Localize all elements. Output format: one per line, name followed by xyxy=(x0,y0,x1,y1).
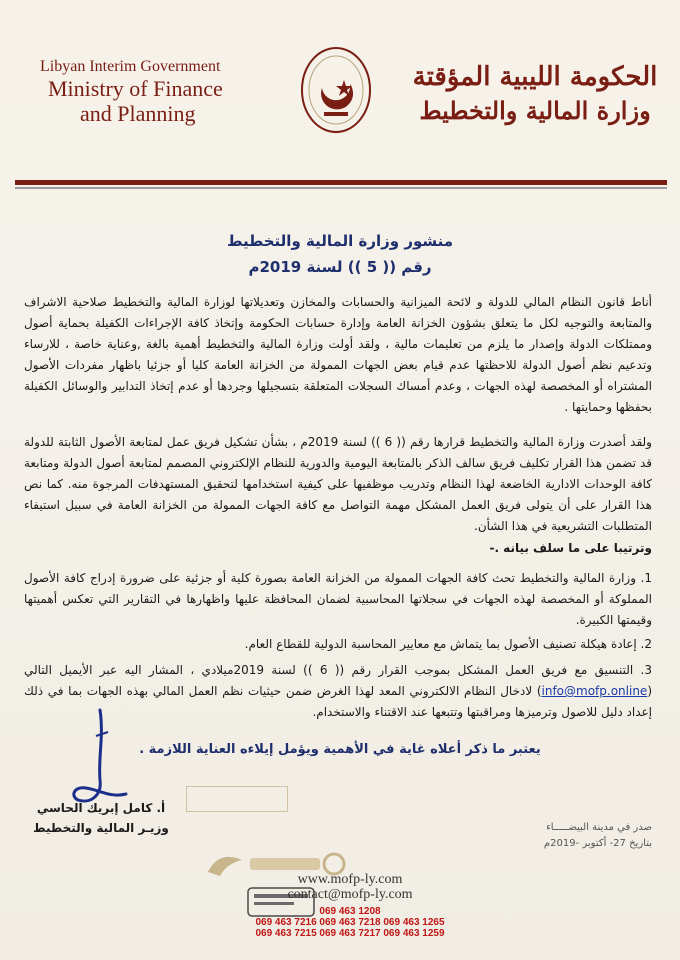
closing-statement: يعتبر ما ذكر أعلاه غاية في الأهمية ويؤمل إيلاءه العناية اللازمة . xyxy=(139,742,541,757)
website-link[interactable]: www.mofp-ly.com xyxy=(297,872,403,887)
list-item-1: 1. وزارة المالية والتخطيط تحث كافة الجهات الممولة من الخزانة العامة بصورة كلية أو جزئية على ضرورة إدراج كافة الأصول المملوكة أو المخصصة لهذه الجهات في سجلاتها المحاسبية لضمان المحافظة عليها واظهارها في التقارير التي تعكس أهميتها وقيمتها الكبيرة. xyxy=(24,571,652,627)
paragraph-decision: ولقد أصدرت وزارة المالية والتخطيط قرارها رقم (( 6 )) لسنة 2019م ، بشأن تشكيل فريق عمل لمتابعة الأصول الثابتة للدولة قد تضمن هذا القرار تكليف فريق سالف الذكر بالمتابعة اليومية والدورية للنظام الإلكتروني المصمم لمتابعة أصول الدولة ومتابعة كافة الوحدات الادارية الخاضعة لهذا النظام وتدريب موظفيها على كيفية استخدامها لتحقيق المستهدفات المرجوة منه. كما نص هذا القرار على أن يتولى فريق العمل المشكل مهمة التواصل مع كافة الجهات الممولة من الخزانة العامة في سبيل استيفاء المتطلبات التشريعية في هذا الشأن. xyxy=(24,435,652,533)
footer-contacts xyxy=(200,872,500,902)
phone-line-1: 069 463 1208 xyxy=(319,906,381,917)
contact-email-link[interactable]: contact@mofp-ly.com xyxy=(287,887,413,902)
list-item-2: 2. إعادة هيكلة تصنيف الأصول بما يتماش مع معايير المحاسبة الدولية للقطاع العام. xyxy=(244,637,652,651)
phone-line-3: 069 463 7215 069 463 7217 069 463 1259 xyxy=(255,928,445,939)
paragraph-intro: أناط قانون النظام المالي للدولة و لائحة الميزانية والحسابات والمخازن وتعديلاتها لوزارة المالية والتخطيط صلاحية الاشراف والمتابعة والتوجيه لكل ما يتعلق بشؤون الخزانة العامة وإدارة حسابات الحكومة وإتخاذ كافة الإجراءات الكفيلة بحماية أصول وممتلكات الدولة وإصدار ما يلزم من تعليمات مالية ، ولقد أولت وزارة المالية والتخطيط أهمية بالغة ,وعناية خاصة ، للارساء وتدعيم نظم أصول الدولة للاحظتها عدم قيام بعض الجهات الممولة من الخزانة العامة كليا أو جزئيا باظهار مفردات الأصول المشتراه أو المخصصة لهذه الجهات ، وعدم أمساك السجلات المتعلقة بتسجيلها وجردها أو عدم إتخاذ التدابير والوسائل الكفيلة بحفظها وحمايتها . xyxy=(24,295,652,414)
signatory-title: وزيـر المالية والتخطيط xyxy=(33,821,169,835)
list-item-3-text-b: ) لادخال النظام الالكتروني المعد لهذا الغرض ضمن حيثيات نظم العمل المالي بهذه الجهات بما في ذلك إعداد دليل للاصول وترميزها ومراقبتها وتتبعها عند الاقتناء والاستخدام. xyxy=(24,684,652,719)
document-number: رقم (( 5 )) لسنة 2019م xyxy=(248,258,432,276)
issue-date: بتاريخ 27- أكتوبر -2019م xyxy=(543,838,652,849)
issue-info xyxy=(452,820,652,852)
document-title: منشور وزارة المالية والتخطيط xyxy=(226,232,454,250)
issue-place: صدر في مدينة البيضـــــاء xyxy=(546,822,652,833)
header-en-line3: and Planning xyxy=(80,101,196,126)
header-ar-line2: وزارة المالية والتخطيط xyxy=(419,96,651,125)
state-emblem-icon xyxy=(298,44,374,136)
signature-block xyxy=(26,798,176,838)
header-english xyxy=(40,58,280,126)
signatory-name: أ. كامل إبريك الحاسي xyxy=(36,801,166,815)
list-item-3-text-a: 3. التنسيق مع فريق العمل المشكل بموجب القرار رقم (( 6 )) لسنة 2019ميلادي ، المشار اليه عبر الأيميل التالي ( xyxy=(24,663,652,698)
header-en-line1: Libyan Interim Government xyxy=(40,58,221,75)
header-ar-line1: الحكومة الليبية المؤقتة xyxy=(412,62,658,92)
footer-phones xyxy=(200,906,500,939)
phone-line-2: 069 463 7216 069 463 7218 069 463 1265 xyxy=(255,917,445,928)
header-arabic xyxy=(410,60,660,128)
header-rule-gray xyxy=(15,187,667,189)
header-rule-red xyxy=(15,180,667,185)
email-link[interactable]: info@mofp.online xyxy=(541,684,648,698)
header-en-line2: Ministry of Finance xyxy=(48,76,223,101)
faint-stamp xyxy=(186,786,288,812)
paragraph-transition: وترتيبا على ما سلف بيانه .- xyxy=(489,541,652,555)
